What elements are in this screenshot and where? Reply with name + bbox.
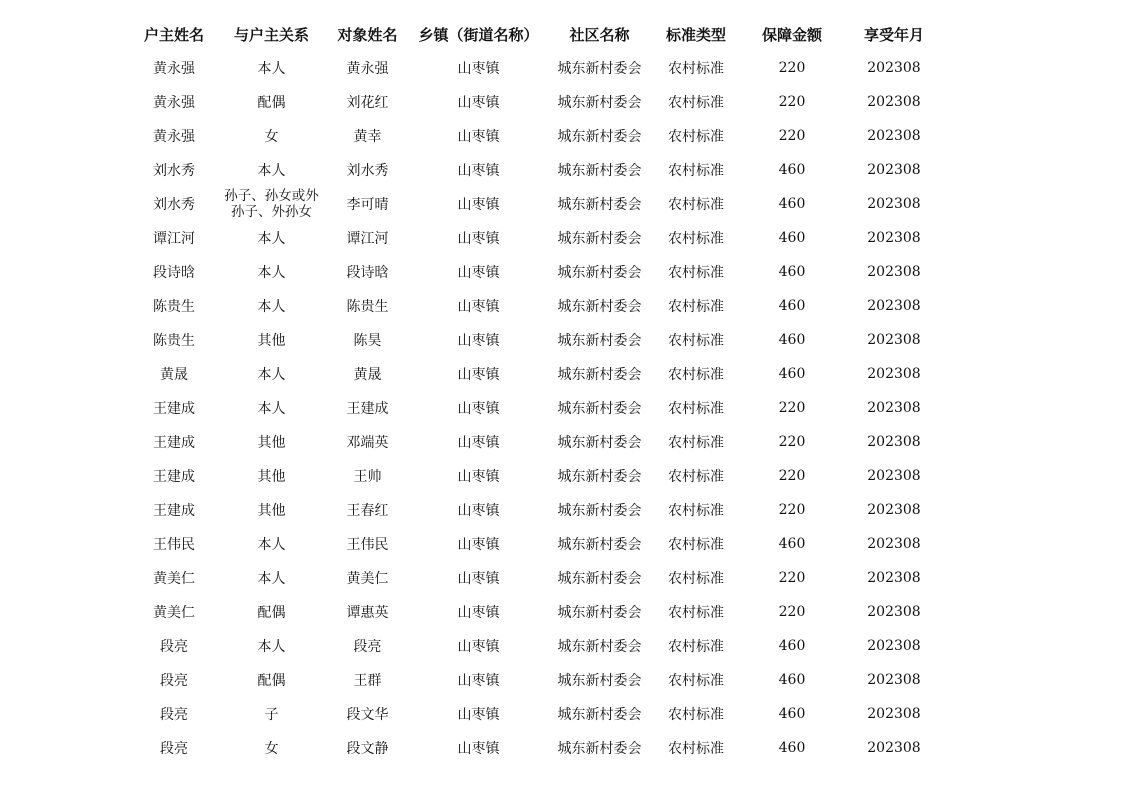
cell-standard-type: 农村标准	[668, 95, 724, 111]
left-margin	[0, 153, 130, 187]
cell-householder-name: 王伟民	[153, 537, 195, 553]
table-row	[0, 357, 944, 391]
cell-standard-type: 农村标准	[668, 639, 724, 655]
left-margin	[0, 85, 130, 119]
cell-subsidy-amount: 220	[778, 468, 806, 484]
cell-recipient-name: 段文静	[346, 741, 389, 757]
cell-relation-to-householder: 本人	[257, 231, 286, 247]
table-row	[0, 51, 944, 85]
cell-community-name: 城东新村委会	[557, 95, 642, 111]
cell-recipient-name: 王群	[353, 673, 382, 689]
cell-benefit-month: 202308	[867, 366, 921, 382]
cell-relation-to-householder: 配偶	[257, 673, 286, 689]
table-row	[0, 391, 944, 425]
cell-householder-name: 刘水秀	[153, 163, 195, 179]
cell-township: 山枣镇	[457, 537, 500, 553]
cell-householder-name: 王建成	[153, 469, 195, 485]
cell-householder-name: 黄美仁	[153, 571, 195, 587]
left-margin	[0, 629, 130, 663]
cell-benefit-month: 202308	[867, 60, 921, 76]
cell-township: 山枣镇	[457, 163, 500, 179]
cell-community-name: 城东新村委会	[557, 299, 642, 315]
table-row	[0, 527, 944, 561]
cell-subsidy-amount: 460	[778, 298, 806, 314]
cell-standard-type: 农村标准	[668, 299, 724, 315]
cell-standard-type: 农村标准	[668, 197, 724, 213]
cell-householder-name: 王建成	[153, 503, 195, 519]
left-margin	[0, 289, 130, 323]
table-row	[0, 663, 944, 697]
cell-recipient-name: 黄美仁	[346, 571, 389, 587]
cell-township: 山枣镇	[457, 571, 500, 587]
table-row	[0, 119, 944, 153]
cell-standard-type: 农村标准	[668, 401, 724, 417]
table-row	[0, 187, 944, 221]
cell-recipient-name: 陈昊	[353, 333, 382, 349]
cell-relation-to-householder: 本人	[257, 265, 286, 281]
cell-recipient-name: 刘花红	[346, 95, 389, 111]
table-row	[0, 561, 944, 595]
cell-subsidy-amount: 220	[778, 434, 806, 450]
cell-benefit-month: 202308	[867, 502, 921, 518]
cell-community-name: 城东新村委会	[557, 333, 642, 349]
cell-householder-name: 刘水秀	[153, 197, 195, 213]
cell-benefit-month: 202308	[867, 400, 921, 416]
cell-householder-name: 黄美仁	[153, 605, 195, 621]
cell-township: 山枣镇	[457, 469, 500, 485]
cell-township: 山枣镇	[457, 503, 500, 519]
left-margin	[0, 17, 130, 51]
table-row	[0, 153, 944, 187]
cell-standard-type: 农村标准	[668, 503, 724, 519]
cell-householder-name: 段亮	[160, 741, 188, 757]
cell-community-name: 城东新村委会	[557, 231, 642, 247]
cell-householder-name: 段诗晗	[153, 265, 195, 281]
cell-benefit-month: 202308	[867, 264, 921, 280]
table-row	[0, 85, 944, 119]
cell-subsidy-amount: 460	[778, 706, 806, 722]
cell-community-name: 城东新村委会	[557, 605, 642, 621]
left-margin	[0, 323, 130, 357]
cell-relation-to-householder: 其他	[257, 333, 286, 349]
left-margin	[0, 663, 130, 697]
subsidy-roster-table	[0, 17, 944, 765]
cell-benefit-month: 202308	[867, 672, 921, 688]
cell-subsidy-amount: 460	[778, 536, 806, 552]
table-row	[0, 731, 944, 765]
cell-recipient-name: 王春红	[346, 503, 389, 519]
cell-subsidy-amount: 460	[778, 230, 806, 246]
cell-township: 山枣镇	[457, 673, 500, 689]
cell-householder-name: 陈贵生	[153, 333, 195, 349]
cell-community-name: 城东新村委会	[557, 163, 642, 179]
cell-benefit-month: 202308	[867, 332, 921, 348]
cell-benefit-month: 202308	[867, 706, 921, 722]
cell-relation-to-householder: 配偶	[257, 605, 286, 621]
cell-recipient-name: 段亮	[353, 639, 382, 655]
cell-recipient-name: 王建成	[346, 401, 389, 417]
cell-subsidy-amount: 460	[778, 332, 806, 348]
cell-standard-type: 农村标准	[668, 367, 724, 383]
cell-community-name: 城东新村委会	[557, 503, 642, 519]
cell-householder-name: 黄晟	[160, 367, 188, 383]
cell-subsidy-amount: 460	[778, 196, 806, 212]
cell-benefit-month: 202308	[867, 434, 921, 450]
cell-recipient-name: 段诗晗	[346, 265, 389, 281]
cell-community-name: 城东新村委会	[557, 265, 642, 281]
cell-benefit-month: 202308	[867, 638, 921, 654]
cell-recipient-name: 谭惠英	[346, 605, 389, 621]
cell-township: 山枣镇	[457, 367, 500, 383]
cell-standard-type: 农村标准	[668, 571, 724, 587]
left-margin	[0, 119, 130, 153]
cell-recipient-name: 黄永强	[346, 61, 389, 77]
cell-relation-to-householder: 本人	[257, 163, 286, 179]
column-header-relation-to-householder: 与户主关系	[233, 25, 309, 44]
cell-relation-to-householder: 本人	[257, 537, 286, 553]
cell-community-name: 城东新村委会	[557, 673, 642, 689]
cell-relation-to-householder: 本人	[257, 401, 286, 417]
cell-subsidy-amount: 220	[778, 94, 806, 110]
cell-relation-to-householder: 本人	[257, 299, 286, 315]
cell-recipient-name: 李可晴	[346, 197, 389, 213]
cell-householder-name: 段亮	[160, 673, 188, 689]
cell-township: 山枣镇	[457, 333, 500, 349]
table-row	[0, 629, 944, 663]
cell-relation-to-householder: 其他	[257, 469, 286, 485]
cell-relation-to-householder: 本人	[257, 571, 286, 587]
cell-standard-type: 农村标准	[668, 673, 724, 689]
cell-relation-to-householder: 其他	[257, 435, 286, 451]
cell-householder-name: 王建成	[153, 401, 195, 417]
cell-subsidy-amount: 460	[778, 672, 806, 688]
cell-township: 山枣镇	[457, 95, 500, 111]
left-margin	[0, 561, 130, 595]
cell-standard-type: 农村标准	[668, 61, 724, 77]
cell-subsidy-amount: 460	[778, 162, 806, 178]
column-header-recipient-name: 对象姓名	[337, 25, 398, 44]
cell-subsidy-amount: 220	[778, 604, 806, 620]
cell-recipient-name: 段文华	[346, 707, 389, 723]
cell-township: 山枣镇	[457, 231, 500, 247]
cell-subsidy-amount: 460	[778, 366, 806, 382]
cell-subsidy-amount: 220	[778, 502, 806, 518]
cell-township: 山枣镇	[457, 197, 500, 213]
cell-recipient-name: 刘水秀	[346, 163, 389, 179]
left-margin	[0, 187, 130, 221]
cell-benefit-month: 202308	[867, 740, 921, 756]
cell-householder-name: 黄永强	[153, 61, 195, 77]
header-row	[0, 17, 944, 51]
cell-standard-type: 农村标准	[668, 231, 724, 247]
left-margin	[0, 221, 130, 255]
cell-community-name: 城东新村委会	[557, 537, 642, 553]
cell-recipient-name: 谭江河	[346, 231, 389, 247]
column-header-benefit-month: 享受年月	[863, 25, 924, 44]
left-margin	[0, 459, 130, 493]
cell-community-name: 城东新村委会	[557, 197, 642, 213]
cell-relation-to-householder: 子	[264, 707, 279, 723]
cell-benefit-month: 202308	[867, 604, 921, 620]
cell-householder-name: 段亮	[160, 707, 188, 723]
cell-subsidy-amount: 220	[778, 60, 806, 76]
cell-householder-name: 黄永强	[153, 129, 195, 145]
cell-standard-type: 农村标准	[668, 265, 724, 281]
cell-subsidy-amount: 220	[778, 128, 806, 144]
cell-subsidy-amount: 460	[778, 740, 806, 756]
cell-community-name: 城东新村委会	[557, 741, 642, 757]
cell-householder-name: 王建成	[153, 435, 195, 451]
cell-recipient-name: 黄幸	[353, 129, 382, 145]
cell-householder-name: 黄永强	[153, 95, 195, 111]
cell-community-name: 城东新村委会	[557, 129, 642, 145]
cell-standard-type: 农村标准	[668, 605, 724, 621]
left-margin	[0, 425, 130, 459]
cell-householder-name: 陈贵生	[153, 299, 195, 315]
cell-township: 山枣镇	[457, 605, 500, 621]
table-row	[0, 459, 944, 493]
cell-benefit-month: 202308	[867, 94, 921, 110]
cell-subsidy-amount: 460	[778, 264, 806, 280]
table-row	[0, 595, 944, 629]
cell-township: 山枣镇	[457, 741, 500, 757]
cell-recipient-name: 王伟民	[346, 537, 389, 553]
table-row	[0, 221, 944, 255]
cell-community-name: 城东新村委会	[557, 639, 642, 655]
cell-benefit-month: 202308	[867, 196, 921, 212]
table-row	[0, 697, 944, 731]
cell-standard-type: 农村标准	[668, 163, 724, 179]
cell-community-name: 城东新村委会	[557, 401, 642, 417]
cell-standard-type: 农村标准	[668, 435, 724, 451]
cell-standard-type: 农村标准	[668, 129, 724, 145]
cell-community-name: 城东新村委会	[557, 707, 642, 723]
table-row	[0, 425, 944, 459]
cell-standard-type: 农村标准	[668, 741, 724, 757]
left-margin	[0, 51, 130, 85]
cell-community-name: 城东新村委会	[557, 571, 642, 587]
cell-relation-to-householder: 女	[264, 741, 279, 757]
cell-community-name: 城东新村委会	[557, 469, 642, 485]
table-header	[0, 17, 944, 51]
cell-relation-to-householder: 孙子、孙女或外孙子、外孙女	[224, 188, 319, 220]
cell-relation-to-householder: 配偶	[257, 95, 286, 111]
cell-township: 山枣镇	[457, 129, 500, 145]
cell-standard-type: 农村标准	[668, 333, 724, 349]
left-margin	[0, 697, 130, 731]
table-body	[0, 51, 944, 765]
cell-benefit-month: 202308	[867, 128, 921, 144]
column-header-subsidy-amount: 保障金额	[761, 25, 822, 44]
table-row	[0, 289, 944, 323]
cell-householder-name: 谭江河	[153, 231, 195, 247]
cell-relation-to-householder: 本人	[257, 367, 286, 383]
cell-recipient-name: 陈贵生	[346, 299, 389, 315]
cell-benefit-month: 202308	[867, 570, 921, 586]
left-margin	[0, 255, 130, 289]
cell-benefit-month: 202308	[867, 536, 921, 552]
cell-standard-type: 农村标准	[668, 707, 724, 723]
column-header-township: 乡镇（街道名称）	[418, 25, 539, 44]
cell-relation-to-householder: 其他	[257, 503, 286, 519]
left-margin	[0, 527, 130, 561]
cell-relation-to-householder: 女	[264, 129, 279, 145]
cell-benefit-month: 202308	[867, 298, 921, 314]
cell-township: 山枣镇	[457, 639, 500, 655]
column-header-standard-type: 标准类型	[665, 25, 726, 44]
column-header-community-name: 社区名称	[569, 25, 630, 44]
left-margin	[0, 493, 130, 527]
cell-relation-to-householder: 本人	[257, 61, 286, 77]
cell-township: 山枣镇	[457, 299, 500, 315]
table-row	[0, 493, 944, 527]
cell-community-name: 城东新村委会	[557, 61, 642, 77]
cell-householder-name: 段亮	[160, 639, 188, 655]
cell-township: 山枣镇	[457, 435, 500, 451]
left-margin	[0, 391, 130, 425]
cell-benefit-month: 202308	[867, 162, 921, 178]
cell-community-name: 城东新村委会	[557, 367, 642, 383]
cell-township: 山枣镇	[457, 707, 500, 723]
cell-township: 山枣镇	[457, 401, 500, 417]
cell-relation-to-householder: 本人	[257, 639, 286, 655]
cell-recipient-name: 王帅	[353, 469, 382, 485]
left-margin	[0, 731, 130, 765]
left-margin	[0, 357, 130, 391]
table-row	[0, 323, 944, 357]
cell-standard-type: 农村标准	[668, 469, 724, 485]
cell-subsidy-amount: 220	[778, 570, 806, 586]
cell-recipient-name: 黄晟	[353, 367, 382, 383]
cell-recipient-name: 邓端英	[346, 435, 389, 451]
cell-subsidy-amount: 220	[778, 400, 806, 416]
column-header-householder-name: 户主姓名	[143, 25, 204, 44]
table-row	[0, 255, 944, 289]
cell-subsidy-amount: 460	[778, 638, 806, 654]
left-margin	[0, 595, 130, 629]
cell-township: 山枣镇	[457, 61, 500, 77]
cell-benefit-month: 202308	[867, 468, 921, 484]
cell-standard-type: 农村标准	[668, 537, 724, 553]
cell-benefit-month: 202308	[867, 230, 921, 246]
cell-township: 山枣镇	[457, 265, 500, 281]
cell-community-name: 城东新村委会	[557, 435, 642, 451]
